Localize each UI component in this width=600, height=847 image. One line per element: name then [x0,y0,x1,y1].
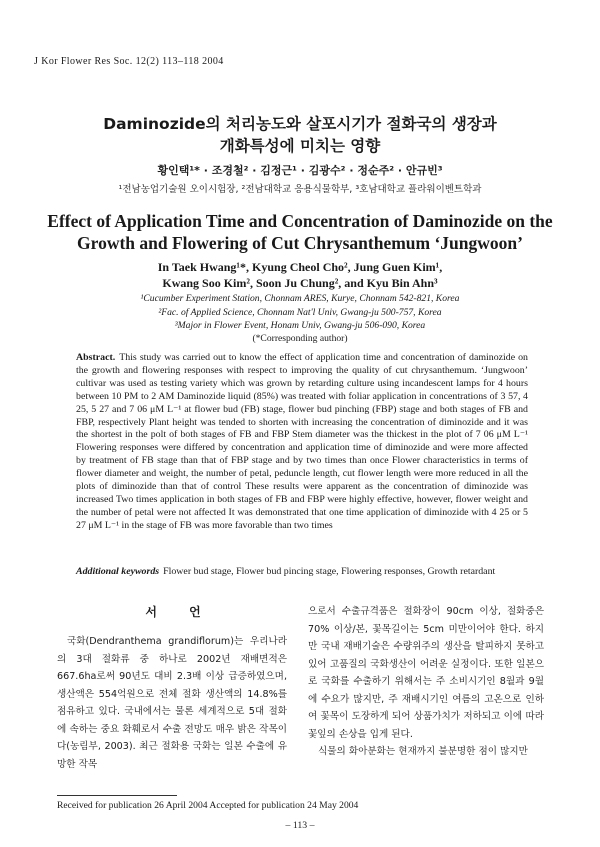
corresponding-author-note: (*Corresponding author) [252,333,348,344]
journal-header: J Kor Flower Res Soc. 12(2) 113–118 2004 [34,56,224,67]
received-note: Received for publication 26 April 2004 Accepted for publication 24 May 2004 [57,800,359,811]
affiliation-3: ³Major in Flower Event, Honam Univ, Gwang-ju 506-090, Korea [174,320,426,331]
korean-authors: 황인택¹* · 조경철² · 김정근¹ · 김광수² · 정순주² · 안규빈³ [157,164,443,177]
right-paragraph-2: 식물의 화아분화는 현재까지 불분명한 점이 많지만 [318,746,528,757]
affiliation-2: ²Fac. of Applied Science, Chonnam Nat'l Univ, Gwang-ju 500-757, Korea [158,307,442,318]
keywords [76,566,528,577]
english-title-line-2: Growth and Flowering of Cut Chrysanthemum ‘Jungwoon’ [77,233,523,253]
affiliation-1: ¹Cucumber Experiment Station, Chonnam ARES, Kurye, Chonnam 542-821, Korea [140,293,460,304]
body-column-left: 국화(Dendranthema grandiflorum)는 우리나라의 3대 절화류 중 하나로 2002년 재배면적은 667.6ha로써 90년도 대비 2.3배 이상 급증하였으며, 생산액은 554억원으로 전체 절화 생산액의 14.8%를 점유하고 있다. 국내에서는 물론 세계적으로 5대 절화에 속하는 중요 화훼로서 수출 전망도 매우 밝은 작목이다(농림부, 2003). 최근 절화용 국화는 일본 수출에 유망한 작목 [57,636,287,770]
footnote-rule [57,795,177,796]
korean-affiliations: ¹전남농업기술원 오이시험장, ²전남대학교 응용식물학부, ³호남대학교 플라워이벤트학과 [118,184,482,195]
abstract-text: This study was carried out to know the effect of application time and concentration of daminozide on the growth and flowering responses with respect to improving the quality of cut chrysanthemum. ‘Jungwoon’ cultivar was used as testing variety which was grown by retarding culture using incandescent lamps for 4 hours between 10 PM to 2 AM Daminozide liquid (85%) was treated with foliar application in concentrations of 3 57, 4 25, 5 27 and 7 06 μM L⁻¹ at flower bud (FB) stage, flower bud pinching (FBP) stage and both stages of FB and FBP, respectively Plant height was tended to shorten with increasing the concentration of diminozide and it was the shortest in the polt of both stages of FB and FBP Stem diameter was the thickest in the plot of 7 06 μM L⁻¹ Flowering responses were differed by concentration and application time of diminozide and were more affected by treatment of FB stage than that of FBP stage and by two times than once Flower characteristics in terms of flower diameter and weight, the number of petal, peduncle length, cut flower length were more reduced in all the plots of diminozide than that of control These results were apparent as the concentration of diminozide was increased Two times application in both stages of FB and FBP were highly effective, however, flower weight and the number of petal were not affected It was demonstrated that one time application of diminozide with 4 25 or 5 27 μM L⁻¹ in the stage of FB was more favorable than two times [76,352,528,531]
page-number: – 113 – [285,820,315,831]
korean-title-line-1: Daminozide의 처리농도와 살포시기가 절화국의 생장과 [103,115,497,133]
abstract-label: Abstract. [76,352,116,363]
section-heading-introduction: 서 언 [145,605,215,619]
right-paragraph-1: 으로서 수출규격품은 절화장이 90cm 이상, 절화중은 70% 이상/본, 꽃목길이는 5cm 미만이어야 한다. 하지만 국내 재배기술은 수량위주의 생산을 탈피하지 못하고 있어 고품질의 국화생산이 어려운 실정이다. 또한 일본으로 국화를 수출하기 위해서는 주 소비시기인 8월과 9월에 수요가 많지만, 주 재배시기인 여름의 고온으로 인하여 꽃목이 도장하게 되어 상품가치가 저하되고 이에 따라 꽃잎의 손상을 입게 된다. [308,606,544,740]
english-title-line-1: Effect of Application Time and Concentration of Daminozide on the [47,211,553,231]
keywords-label: Additional keywords [76,566,160,577]
body-column-right [308,603,544,761]
korean-title-line-2: 개화특성에 미치는 영향 [219,137,381,155]
keywords-text: Flower bud stage, Flower bud pincing stage, Flowering responses, Growth retardant [163,566,496,577]
english-authors-line-2: Kwang Soo Kim², Soon Ju Chung², and Kyu Bin Ahn³ [162,276,438,290]
english-authors-line-1: In Taek Hwang¹*, Kyung Cheol Cho², Jung Guen Kim¹, [157,260,443,274]
abstract [76,352,528,533]
